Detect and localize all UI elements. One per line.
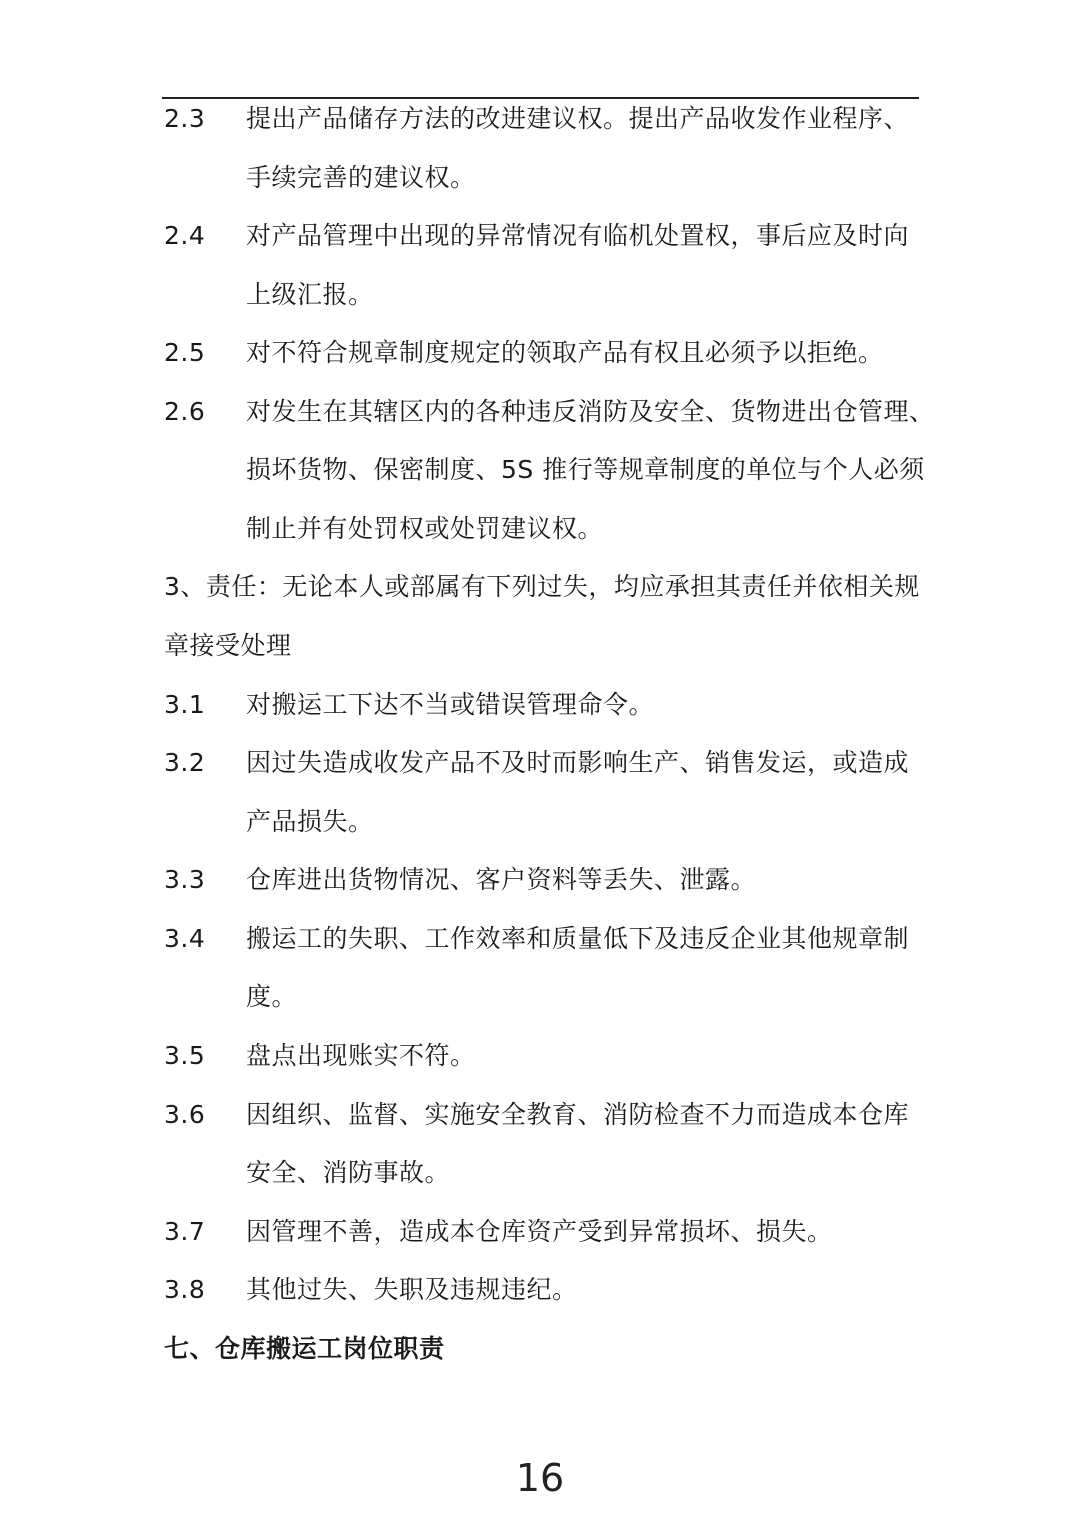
item-text: 其他过失、失职及违规违纪。 [246, 1275, 578, 1304]
item-number: 3.8 [164, 1275, 206, 1304]
item-number: 2.5 [164, 338, 206, 367]
item-number: 3.3 [164, 865, 206, 894]
item-number: 2.3 [164, 104, 206, 133]
item-text: 对产品管理中出现的异常情况有临机处置权，事后应及时向 [246, 221, 910, 250]
item-text: 对发生在其辖区内的各种违反消防及安全、货物进出仓管理、 [246, 397, 935, 426]
item-text: 仓库进出货物情况、客户资料等丢失、泄露。 [246, 865, 757, 894]
item-number: 2.6 [164, 397, 206, 426]
item-text: 对搬运工下达不当或错误管理命令。 [246, 690, 655, 719]
item-text: 损坏货物、保密制度、5S 推行等规章制度的单位与个人必须 [246, 455, 925, 484]
item-text: 制止并有处罚权或处罚建议权。 [246, 514, 604, 543]
section-heading: 七、仓库搬运工岗位职责 [164, 1334, 445, 1363]
page-number: 16 [515, 1456, 565, 1500]
item-number: 2.4 [164, 221, 206, 250]
header-rule [162, 97, 919, 99]
item-text: 安全、消防事故。 [246, 1158, 451, 1187]
item-text: 产品损失。 [246, 807, 374, 836]
item-text: 因组织、监督、实施安全教育、消防检查不力而造成本仓库 [246, 1100, 910, 1129]
item-number: 3.4 [164, 924, 206, 953]
item-text: 手续完善的建议权。 [246, 163, 476, 192]
item-text: 因过失造成收发产品不及时而影响生产、销售发运，或造成 [246, 748, 910, 777]
item-number: 3.2 [164, 748, 206, 777]
item-number: 3.5 [164, 1041, 206, 1070]
section-paragraph: 章接受处理 [164, 631, 292, 660]
item-text: 因管理不善，造成本仓库资产受到异常损坏、损失。 [246, 1217, 833, 1246]
item-text: 盘点出现账实不符。 [246, 1041, 476, 1070]
item-text: 对不符合规章制度规定的领取产品有权且必须予以拒绝。 [246, 338, 884, 367]
item-text: 上级汇报。 [246, 280, 374, 309]
item-text: 提出产品储存方法的改进建议权。提出产品收发作业程序、 [246, 104, 910, 133]
item-text: 搬运工的失职、工作效率和质量低下及违反企业其他规章制 [246, 924, 910, 953]
section-paragraph: 3、责任：无论本人或部属有下列过失，均应承担其责任并依相关规 [164, 572, 920, 601]
item-number: 3.7 [164, 1217, 206, 1246]
item-text: 度。 [246, 982, 298, 1011]
item-number: 3.1 [164, 690, 206, 719]
item-number: 3.6 [164, 1100, 206, 1129]
